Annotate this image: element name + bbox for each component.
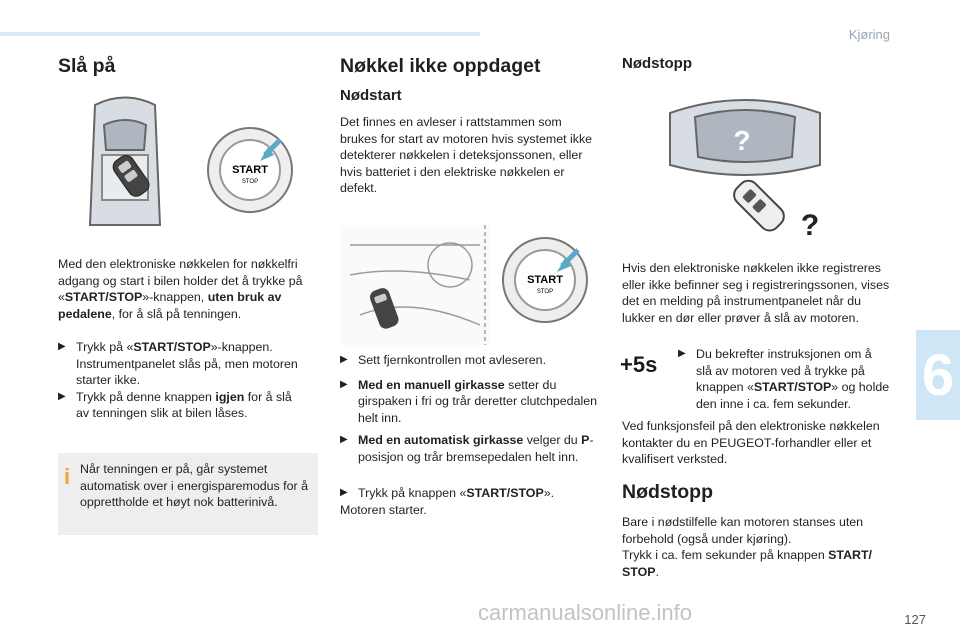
nodstopp-para-4: Trykk i ca. fem sekunder på knappen START/ STOP. xyxy=(622,548,872,579)
page-number: 127 xyxy=(904,612,926,627)
list-item: ▶ Trykk på «START/STOP»-knappen. Instrumentpanelet slås på, men motoren starter ikke. xyxy=(58,340,298,387)
column-3 xyxy=(622,56,890,73)
bullet-icon: ▶ xyxy=(58,341,66,352)
key-fob-icon xyxy=(730,177,788,235)
plus-5s-icon: +5s xyxy=(620,352,658,377)
section-title-nokkel: Nøkkel ikke oppdaget xyxy=(340,55,541,77)
nodstopp-figure xyxy=(660,95,840,250)
car-key-start-figure xyxy=(80,95,310,235)
column-3-text xyxy=(622,260,890,326)
question-mark-icon: ? xyxy=(800,209,820,242)
nodstart-intro: Det finnes en avleser i rattstammen som brukes for start av motoren hvis systemet ikke detekterer nøkkelen i deteksjonssonen, eller hvis batteriet i den elektriske nøkkelen er defekt. xyxy=(340,115,593,195)
section-title-nodstopp: Nødstopp xyxy=(622,55,692,72)
stop-label: STOP xyxy=(536,289,554,295)
start-label: START xyxy=(527,274,563,286)
list-item: ▶ Med en automatisk girkasse velger du P-posisjon og trår bremsepedalen helt inn. xyxy=(340,433,594,464)
info-box xyxy=(58,453,318,535)
bullet-icon: ▶ xyxy=(340,434,348,445)
subtitle-nodstart: Nødstart xyxy=(340,86,402,104)
nodstopp-para-1: Hvis den elektroniske nøkkelen ikke registreres eller ikke befinner seg i registreringssonen, vises det en melding på instrumentpanelet når du lukker en dør eller prøver å slå av motoren. xyxy=(622,261,890,325)
column-3-lower xyxy=(622,418,890,580)
section-title-sla-pa: Slå på xyxy=(58,55,116,77)
stop-label: STOP xyxy=(241,179,259,185)
intro-paragraph: Med den elektroniske nøkkelen for nøkkelfri adgang og start i bilen holder det å trykke på «START/STOP»-knappen, uten bruk av pedalene, for å slå på tenningen. xyxy=(58,257,303,321)
bullet-icon: ▶ xyxy=(340,487,348,498)
info-text: Når tenningen er på, går systemet automatisk over i energisparemodus for å opprettholde et høyt nok batterinivå. xyxy=(80,462,308,509)
column-1 xyxy=(58,55,308,77)
section-label: Kjøring xyxy=(848,27,890,42)
list-item: ▶ Trykk på knappen «START/STOP». xyxy=(340,486,555,500)
bullet-icon: ▶ xyxy=(58,390,66,402)
list-item: ▶ Sett fjernkontrollen mot avleseren. xyxy=(340,353,547,367)
bullet-icon: ▶ xyxy=(340,378,348,390)
motor-starts-text: Motoren starter. xyxy=(340,502,427,517)
bullet-icon: ▶ xyxy=(340,354,348,365)
bullet-icon: ▶ xyxy=(678,348,686,359)
nodstopp-para-3: Bare i nødstilfelle kan motoren stanses uten forbehold (også under kjøring). xyxy=(622,515,864,546)
column-2-steps xyxy=(340,352,602,518)
list-item: ▶ Trykk på denne knappen igjen for å slå av tenningen slik at bilen låses. xyxy=(58,389,292,420)
start-label: START xyxy=(232,164,268,176)
nodstopp-para-2: Ved funksjonsfeil på den elektroniske nøkkelen kontakter du en PEUGEOT-forhandler eller et kvalifisert verksted. xyxy=(622,419,880,466)
watermark: carmanualsonline.info xyxy=(478,600,693,625)
column-1-text xyxy=(58,256,308,422)
info-icon: i xyxy=(64,464,71,489)
header-bar xyxy=(0,32,480,36)
chapter-number: 6 xyxy=(921,342,955,408)
column-3-bullet xyxy=(678,346,890,412)
chapter-tab xyxy=(916,330,960,420)
list-item: ▶ Med en manuell girkasse setter du girspaken i fri og trår deretter clutchpedalen helt inn. xyxy=(340,377,597,425)
question-mark-icon: ? xyxy=(733,125,751,156)
steering-column-figure xyxy=(340,225,600,350)
list-item: ▶ Du bekrefter instruksjonen om å slå av motoren ved å trykke på knappen «START/STOP» og holde den inne i ca. fem sekunder. xyxy=(678,347,890,411)
column-2 xyxy=(340,55,600,197)
section-title-nodstopp-2: Nødstopp xyxy=(622,480,713,503)
